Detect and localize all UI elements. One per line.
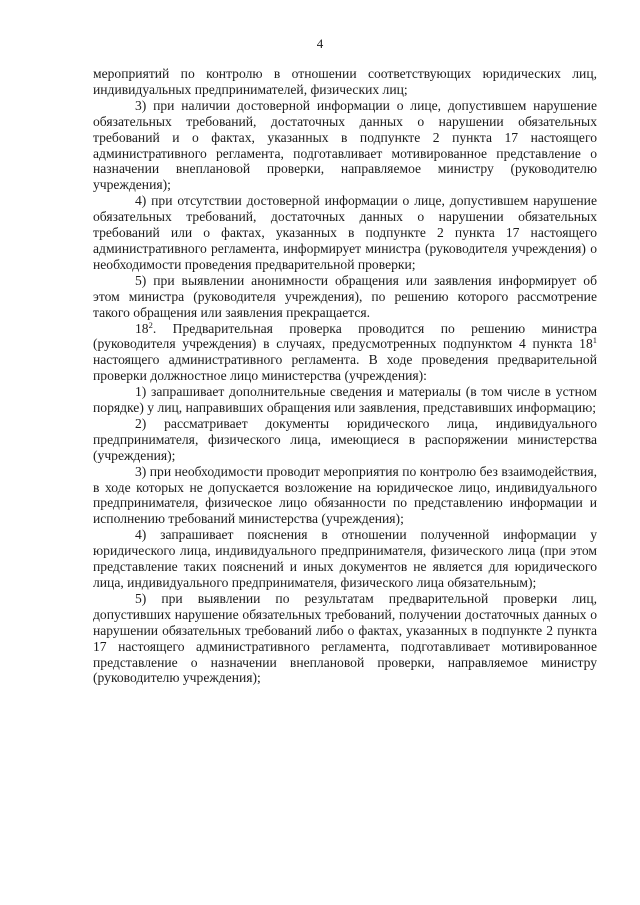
paragraph-item-3: 3) при наличии достоверной информации о лице, допустившем нарушение обязательных требований, достаточных данных о нарушении обязательных требований и о фактах, указанных в подпункте 2 пункта 17 настоящего административного регламента, подготавливает мотивированное представление о назначении внеплановой проверки, направляемое министру (руководителю учреждения); <box>93 97 597 193</box>
paragraph-clause-18-2 <box>93 321 597 385</box>
body-text <box>93 66 597 686</box>
clause-text-a: . Предварительная проверка проводится по решению министра (руководителя учреждения) в случаях, предусмотренных подпунктом 4 пункта <box>93 320 597 352</box>
paragraph-item-5: 5) при выявлении анонимности обращения или заявления информирует об этом министра (руководителя учреждения), по решению которого рассмотрение такого обращения или заявления прекращается. <box>93 272 597 320</box>
paragraph-subitem-2: 2) рассматривает документы юридического лица, индивидуального предпринимателя, физического лица, имеющиеся в распоряжении министерства (учреждения); <box>93 415 597 463</box>
paragraph-subitem-5: 5) при выявлении по результатам предварительной проверки лиц, допустивших нарушение обязательных требований, получении достаточных данных о нарушении обязательных требований либо о фактах, указанных в подпункте 2 пункта 17 настоящего административного регламента, подготавливает мотивированное представление о назначении внеплановой проверки, направляемое министру (руководителю учреждения); <box>93 590 597 686</box>
clause-ref: 18 <box>579 336 593 352</box>
paragraph-subitem-1: 1) запрашивает дополнительные сведения и материалы (в том числе в устном порядке) у лиц, направивших обращения или заявления, представивших информацию; <box>93 384 597 416</box>
paragraph-subitem-3: 3) при необходимости проводит мероприятия по контролю без взаимодействия, в ходе которых не допускается возложение на юридическое лицо, индивидуального предпринимателя, физическое лицо обязанности по представлению информации и исполнению требований министерства (учреждения); <box>93 463 597 527</box>
page-number: 4 <box>316 36 324 51</box>
paragraph-item-4: 4) при отсутствии достоверной информации о лице, допустившем нарушение обязательных требований, достаточных данных о нарушении обязательных требований или о фактах, указанных в подпункте 2 пункта 17 настоящего административного регламента, информирует министра (руководителя учреждения) о необходимости проведения предварительной проверки; <box>93 193 597 272</box>
clause-ref-superscript: 1 <box>592 335 597 346</box>
paragraph-continuation: мероприятий по контролю в отношении соответствующих юридических лиц, индивидуальных предпринимателей, физических лиц; <box>93 66 597 97</box>
paragraph-subitem-4: 4) запрашивает пояснения в отношении полученной информации у юридического лица, индивидуального предпринимателя, физического лица (при этом представление таких пояснений и иных документов не является для юридического лица, индивидуального предпринимателя, физического лица обязательным); <box>93 527 597 590</box>
clause-text-b: настоящего административного регламента. В ходе проведения предварительной проверки должностное лицо министерства (учреждения): <box>93 352 597 384</box>
clause-number-superscript: 2 <box>148 319 153 330</box>
clause-number: 18 <box>135 320 149 336</box>
